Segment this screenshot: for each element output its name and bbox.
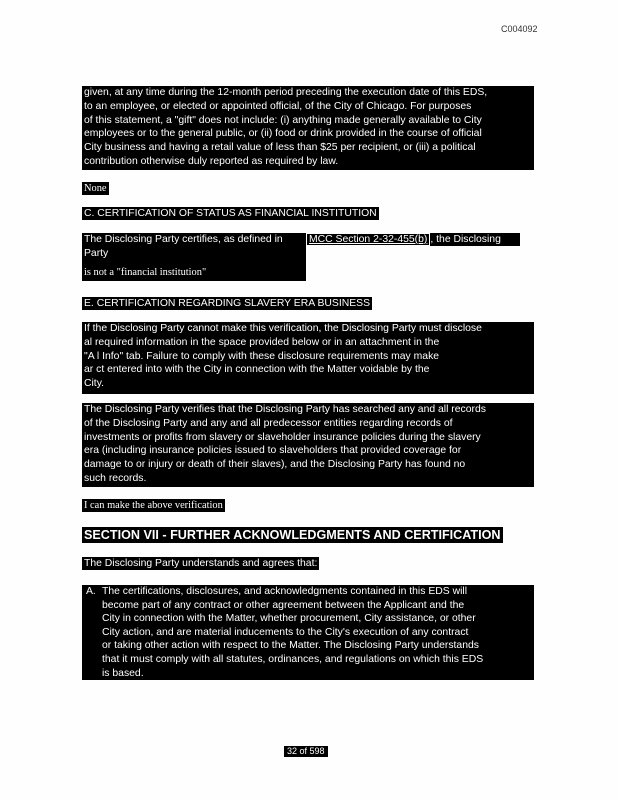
section-e-line: The Disclosing Party verifies that the Disclosing Party has searched any and all records — [84, 404, 486, 415]
item-a-line: is based. — [102, 667, 144, 679]
section-c-tail: , the Disclosing — [430, 234, 501, 245]
section-e-line: al required information in the space provided below or in an attachment in the — [84, 336, 440, 348]
section-vii-intro: The Disclosing Party understands and agrees that: — [84, 558, 318, 569]
gift-line: City business and having a retail value of less than $25 per recipient, or (iii) a political — [84, 142, 476, 154]
section-c-line2: Party — [84, 247, 109, 259]
gift-paragraph — [82, 86, 534, 170]
page-number: 32 of 598 — [284, 746, 328, 757]
gift-line: given, at any time during the 12-month period preceding the execution date of this EDS, — [84, 87, 488, 98]
section-e-line: investments or profits from slavery or slaveholder insurance policies during the slavery — [84, 431, 481, 443]
section-vii-heading: SECTION VII - FURTHER ACKNOWLEDGMENTS AND CERTIFICATION — [84, 528, 501, 542]
none-answer: None — [84, 183, 107, 194]
section-c-heading: C. CERTIFICATION OF STATUS AS FINANCIAL INSTITUTION — [84, 208, 377, 219]
item-a-text — [102, 585, 534, 680]
slavery-verification-answer: I can make the above verification — [84, 500, 223, 511]
mcc-section-link[interactable]: MCC Section 2-32-455(b) — [306, 233, 430, 246]
section-c-link-row — [306, 233, 520, 246]
item-a-line: that it must comply with all statutes, ordinances, and regulations on which this EDS — [102, 653, 484, 665]
item-a-line: City action, and are material inducements to the City's execution of any contract — [102, 626, 469, 638]
section-e-line: "A l Info" tab. Failure to comply with these disclosure requirements may make — [84, 350, 440, 362]
document-id: C004092 — [501, 24, 538, 34]
section-e-line: damage to or injury or death of their slaves), and the Disclosing Party has found no — [84, 459, 466, 471]
gift-line: to an employee, or elected or appointed official, of the City of Chicago. For purposes — [84, 100, 472, 112]
gift-line: of this statement, a "gift" does not include: (i) anything made generally available to City — [84, 114, 482, 126]
item-a-block — [82, 585, 534, 680]
section-e-line: of the Disclosing Party and any and all predecessor entities regarding records of — [84, 417, 453, 429]
gift-line: contribution otherwise duly reported as required by law. — [84, 155, 339, 167]
gift-line: employees or to the general public, or (ii) food or drink provided in the course of official — [84, 128, 482, 140]
item-a-line: or taking other action with respect to the Matter. The Disclosing Party understands — [102, 640, 479, 652]
item-a-line: The certifications, disclosures, and acknowledgments contained in this EDS will — [102, 586, 468, 597]
section-e-line: era (including insurance policies issued to slaveholders that provided coverage for — [84, 445, 462, 457]
section-c-answer — [82, 263, 306, 281]
section-e-paragraph-1 — [82, 322, 534, 394]
section-c-text: The Disclosing Party certifies, as defined in — [84, 234, 283, 245]
section-c-statement — [82, 233, 306, 263]
item-a-line: become part of any contract or other agreement between the Applicant and the — [102, 599, 465, 611]
item-a-line: City in connection with the Matter, whether procurement, City assistance, or other — [102, 613, 476, 625]
section-e-line: If the Disclosing Party cannot make this verification, the Disclosing Party must disclose — [84, 323, 482, 334]
financial-institution-answer: is not a "financial institution" — [84, 267, 207, 278]
section-e-line: ar ct entered into with the City in connection with the Matter voidable by the — [84, 364, 430, 376]
section-e-paragraph-2 — [82, 403, 534, 487]
item-a-letter: A. — [86, 586, 96, 597]
section-e-heading: E. CERTIFICATION REGARDING SLAVERY ERA BUSINESS — [84, 298, 371, 309]
section-e-line: City. — [84, 378, 105, 390]
section-e-line: such records. — [84, 472, 147, 484]
